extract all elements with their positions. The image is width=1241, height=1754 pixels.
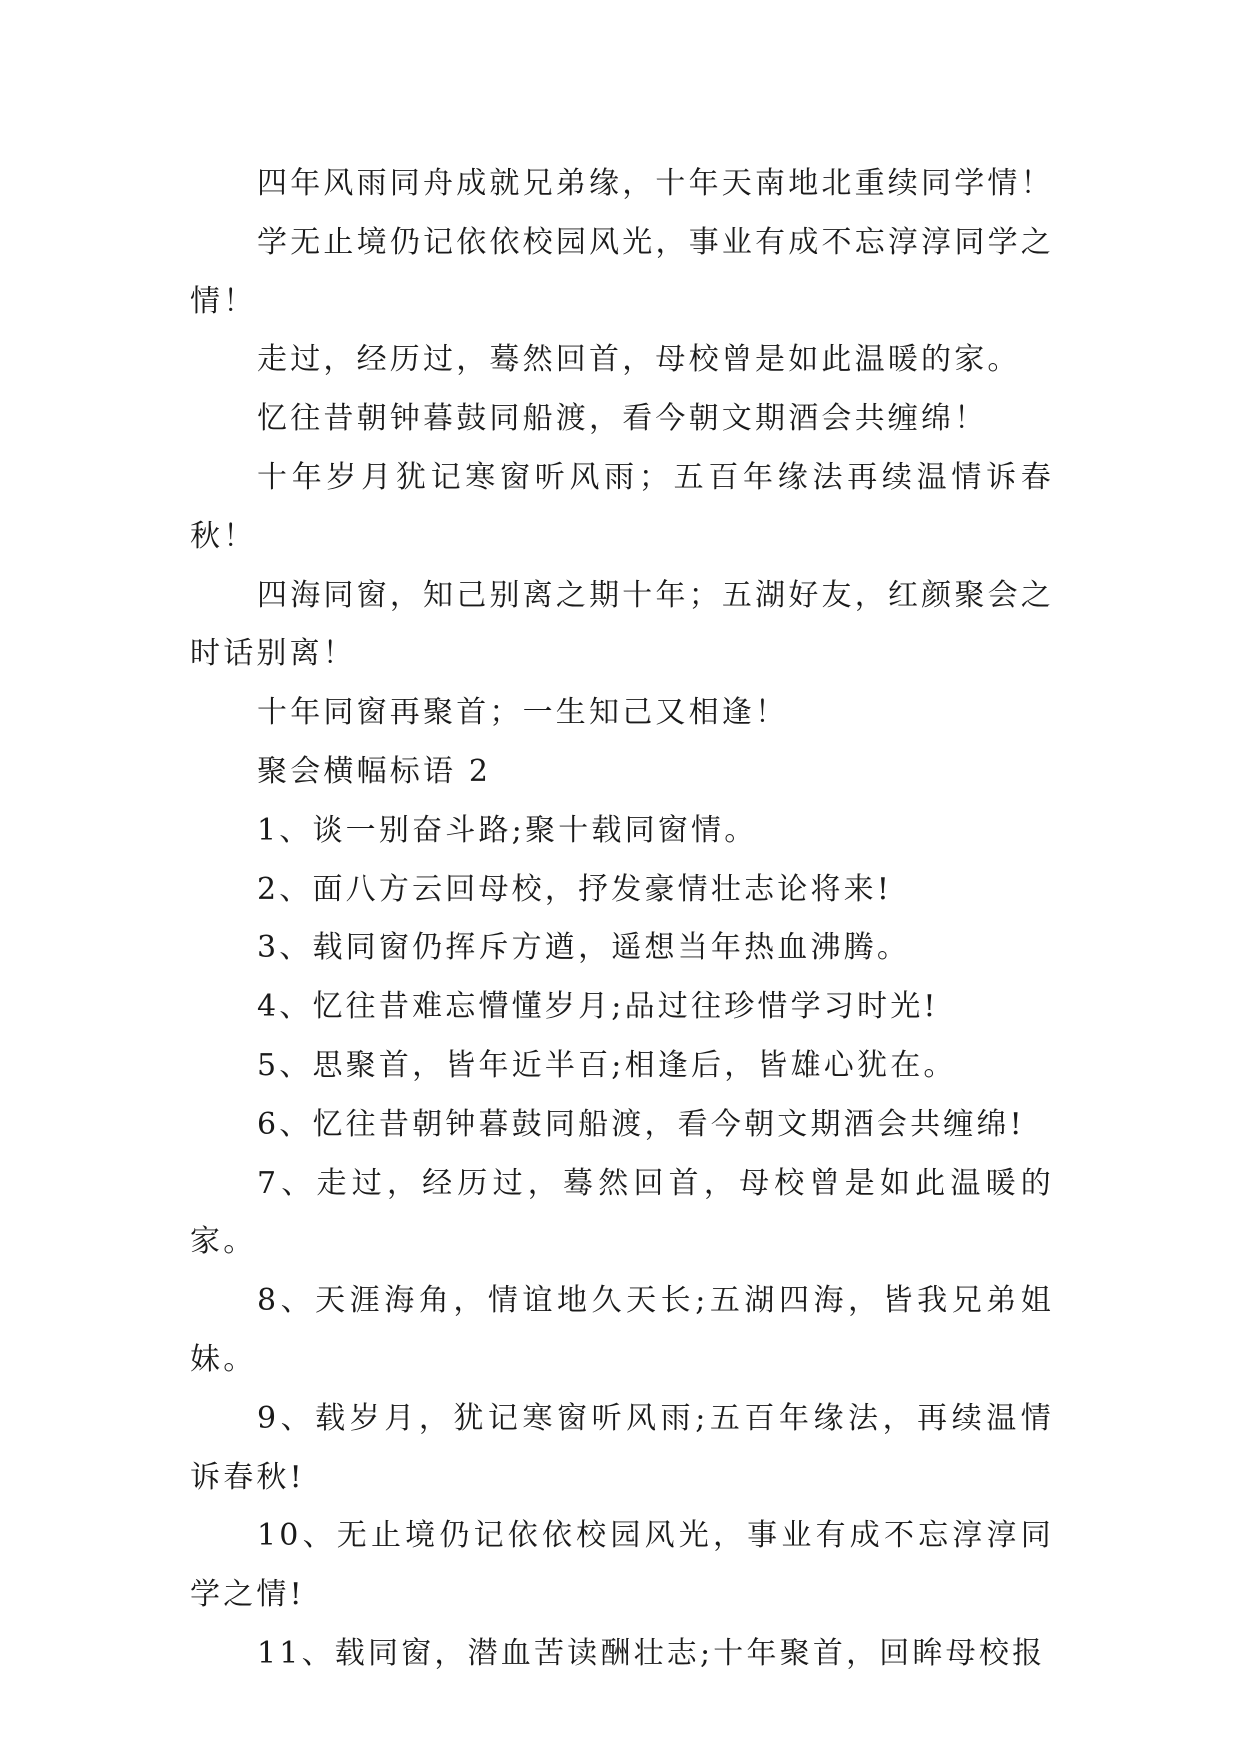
paragraph: 十年同窗再聚首；一生知己又相逢！ (257, 695, 789, 731)
list-item: 4、忆往昔难忘懵懂岁月;品过往珍惜学习时光! (257, 989, 939, 1025)
document-body (190, 155, 1054, 1684)
list-item: 3、载同窗仍挥斥方遒，遥想当年热血沸腾。 (257, 930, 911, 966)
list-item: 2、面八方云回母校，抒发豪情壮志论将来! (257, 871, 893, 907)
list-item: 9、载岁月，犹记寒窗听风雨;五百年缘法，再续温情诉春秋! (190, 1400, 1054, 1495)
list-item: 5、思聚首，皆年近半百;相逢后，皆雄心犹在。 (257, 1047, 957, 1083)
section-heading: 聚会横幅标语 2 (257, 753, 492, 789)
paragraph: 四海同窗，知己别离之期十年；五湖好友，红颜聚会之时话别离！ (190, 577, 1054, 672)
paragraph: 十年岁月犹记寒窗听风雨；五百年缘法再续温情诉春秋！ (190, 459, 1054, 554)
paragraph: 忆往昔朝钟暮鼓同船渡，看今朝文期酒会共缠绵！ (257, 401, 988, 437)
list-item: 6、忆往昔朝钟暮鼓同船渡，看今朝文期酒会共缠绵! (257, 1106, 1025, 1142)
paragraph: 学无止境仍记依依校园风光，事业有成不忘淳淳同学之情！ (190, 224, 1054, 319)
list-item: 10、无止境仍记依依校园风光，事业有成不忘淳淳同学之情! (190, 1518, 1054, 1613)
list-item: 1、谈一别奋斗路;聚十载同窗情。 (257, 812, 758, 848)
list-item: 11、载同窗，潜血苦读酬壮志;十年聚首，回眸母校报 (257, 1635, 1046, 1671)
list-item: 7、走过，经历过，蓦然回首，母校曾是如此温暖的家。 (190, 1165, 1054, 1260)
list-item: 8、天涯海角，情谊地久天长;五湖四海，皆我兄弟姐妹。 (190, 1283, 1054, 1377)
paragraph: 走过，经历过，蓦然回首，母校曾是如此温暖的家。 (257, 342, 1021, 378)
paragraph: 四年风雨同舟成就兄弟缘，十年天南地北重续同学情！ (257, 166, 1054, 201)
